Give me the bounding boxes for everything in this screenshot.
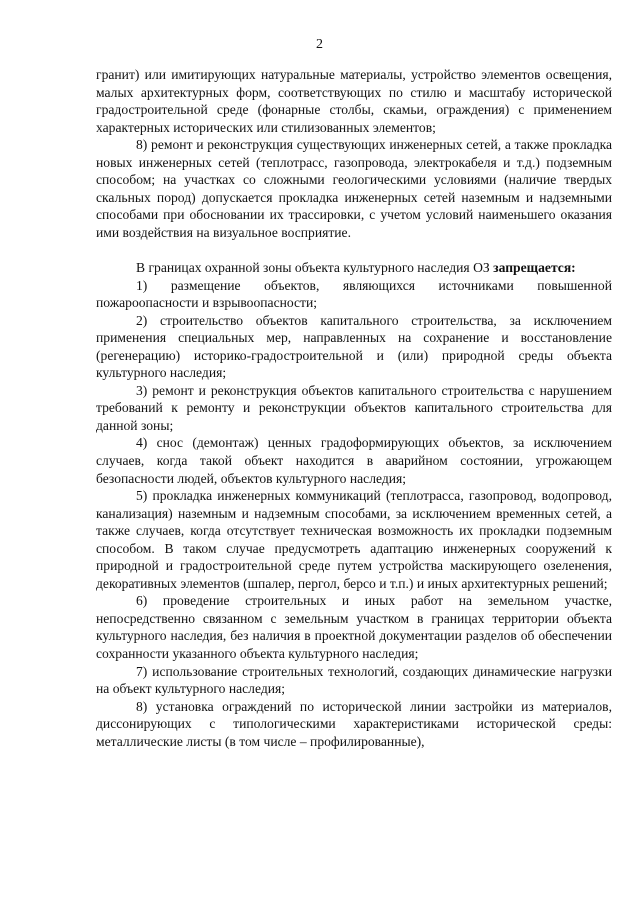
zone-heading-bold: запрещается: [493,259,576,275]
prohibition-item-6: 6) проведение строительных и иных работ на земельном участке, непосредственно связанном с земельным участком в границах территории объекта культурного наследия, без наличия в проектной документации разделов об обеспечении сохранности указанного объекта культурного наследия; [96,593,612,661]
zone-heading-text: В границах охранной зоны объекта культурного наследия ОЗ [136,259,490,275]
paragraph-item-8-allowed: 8) ремонт и реконструкция существующих инженерных сетей, а также прокладка новых инженерных сетей (теплотрасс, газопровода, электрокабеля и т.д.) подземным способом; на участках со сложными геологическими условиями (наличие твердых скальных пород) допускается прокладка инженерных сетей наземным и надземными способами при обосновании их трассировки, с учетом условий наименьшего оказания ими воздействия на визуальное восприятие. [96,137,612,240]
page-number: 2 [316,37,323,52]
prohibition-item-4: 4) снос (демонтаж) ценных градоформирующих объектов, за исключением случаев, когда такой объект находится в аварийном состоянии, угрожающем безопасности людей, объектов культурного наследия; [96,435,612,486]
document-body [96,66,612,750]
prohibition-item-1: 1) размещение объектов, являющихся источниками повышенной пожароопасности и взрывоопасности; [96,277,612,311]
prohibition-item-5: 5) прокладка инженерных коммуникаций (теплотрасса, газопровод, водопровод, канализация) наземным и надземным способами, за исключением временных сетей, а также случаев, когда отсутствует техническая возможность их прокладки подземным способом. В таком случае предусмотреть адаптацию инженерных сооружений к природной и градостроительной среде путем устройства маскирующего озеленения, декоративных элементов (шпалер, пергол, берсо и т.п.) и иных архитектурных решений; [96,488,612,591]
prohibition-item-3: 3) ремонт и реконструкция объектов капитального строительства с нарушением требований к ремонту и реконструкции объектов капитального строительства для данной зоны; [96,382,612,433]
prohibition-item-2: 2) строительство объектов капитального строительства, за исключением применения специальных мер, направленных на сохранение и восстановление (регенерацию) историко-градостроительной и (или) природной среды объекта культурного наследия; [96,312,612,381]
zone-heading [96,259,612,277]
prohibition-item-8: 8) установка ограждений по исторической линии застройки из материалов, диссонирующих с типологическими характеристиками исторической среды: металлические листы (в том числе – профилированные), [96,698,612,749]
prohibition-item-7: 7) использование строительных технологий, создающих динамические нагрузки на объект культурного наследия; [96,663,612,697]
paragraph-continuation: гранит) или имитирующих натуральные материалы, устройство элементов освещения, малых архитектурных форм, соответствующих по стилю и масштабу исторической градостроительной среде (фонарные столбы, скамьи, ограждения) с применением характерных исторических или стилизованных элементов; [96,67,612,135]
